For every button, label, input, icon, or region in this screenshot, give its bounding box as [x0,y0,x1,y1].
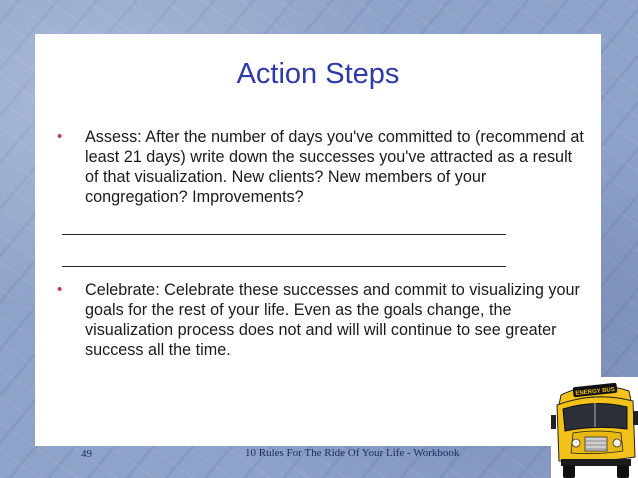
slide-panel [35,34,601,460]
bullet-dot-icon: • [57,128,63,145]
bullet-assess-text: Assess: After the number of days you've committed to (recommend at least 21 days) write down the successes you've attracted as a result of that visualization. New clients? New members of your congregation? Improvements? [85,128,584,206]
footer-title: 10 Rules For The Ride Of Your Life - Workbook [245,447,460,459]
slide-title: Action Steps [236,58,400,90]
page-number: 49 [81,448,92,460]
bullet-assess [57,127,587,207]
school-bus-image [551,377,638,478]
bullet-celebrate-text: Celebrate: Celebrate these successes and commit to visualizing your goals for the rest of your life. Even as the goals change, the visualization process does not and will will continue to see greater success all the time. [85,281,580,359]
answer-line-2 [62,266,506,267]
bullet-dot-icon: • [57,281,63,298]
answer-line-1 [62,234,506,235]
bullet-celebrate [57,280,587,360]
bus-sign-text: ENERGY BUS [575,386,616,398]
